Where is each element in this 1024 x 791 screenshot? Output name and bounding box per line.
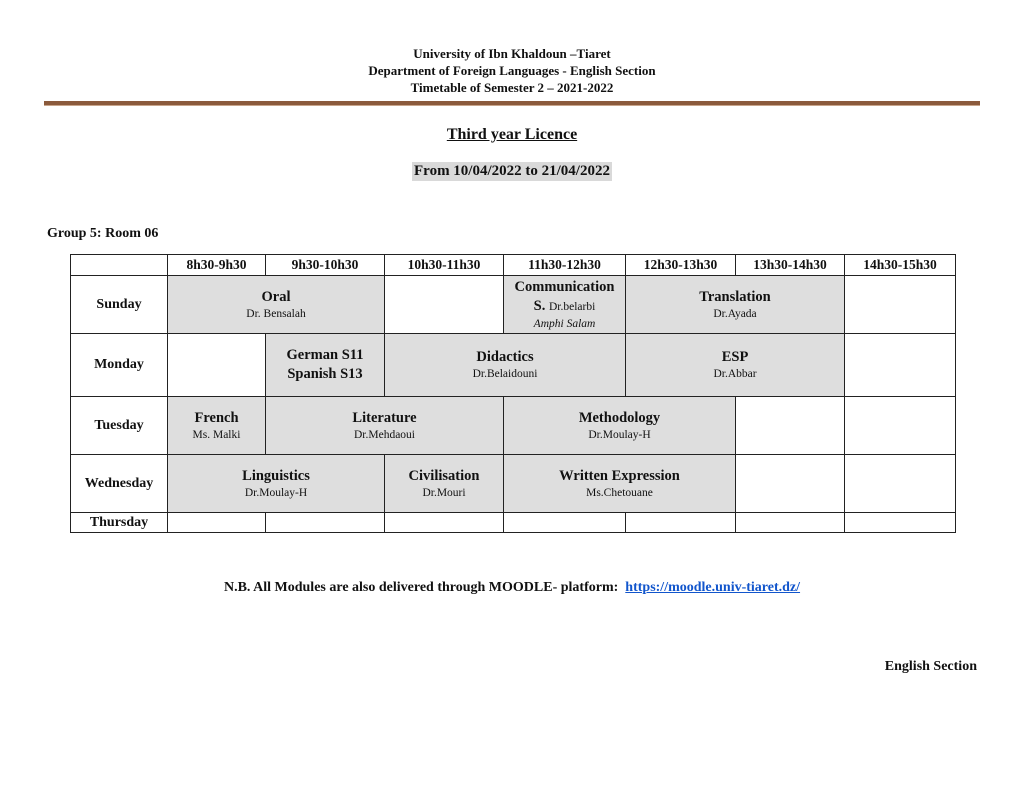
level-title: Third year Licence xyxy=(446,126,578,143)
empty-cell xyxy=(504,513,626,533)
course-name: Didactics xyxy=(476,349,534,365)
course-name-suffix: S. xyxy=(533,298,546,314)
slot-header: 9h30-10h30 xyxy=(266,255,385,276)
empty-cell xyxy=(736,455,845,513)
day-thursday: Thursday xyxy=(71,513,168,533)
course-name: Literature xyxy=(352,409,417,426)
day-monday: Monday xyxy=(71,334,168,397)
slot-header: 11h30-12h30 xyxy=(504,255,626,276)
course-name-line2 xyxy=(504,297,625,317)
corner-cell xyxy=(71,255,168,276)
row-sunday xyxy=(71,276,956,334)
timetable xyxy=(70,254,956,533)
row-tuesday xyxy=(71,397,956,455)
period-label: From 10/04/2022 to 21/04/2022 xyxy=(414,163,610,179)
slot-header: 12h30-13h30 xyxy=(626,255,736,276)
teacher-name: Dr.Mehdaoui xyxy=(353,428,415,441)
day-wednesday: Wednesday xyxy=(71,455,168,513)
slot-header-row xyxy=(71,255,956,276)
row-wednesday xyxy=(71,455,956,513)
slot-header: 8h30-9h30 xyxy=(168,255,266,276)
moodle-note xyxy=(0,580,1024,596)
course-name: Methodology xyxy=(578,409,661,426)
empty-cell xyxy=(845,276,956,334)
empty-cell xyxy=(845,397,956,455)
teacher-name: Dr.Mouri xyxy=(422,486,466,499)
teacher-name: Dr.Abbar xyxy=(713,368,757,380)
course-name: Oral xyxy=(261,288,291,305)
empty-cell xyxy=(845,455,956,513)
course-name: Translation xyxy=(699,288,771,305)
session-written-expression xyxy=(504,455,736,513)
moodle-link[interactable]: https://moodle.univ-tiaret.dz/ xyxy=(625,580,801,595)
session-civilisation xyxy=(385,455,504,513)
teacher-name: Dr. Bensalah xyxy=(246,307,306,320)
room-name: Amphi Salam xyxy=(533,318,596,330)
row-thursday xyxy=(71,513,956,533)
course-name: Linguistics xyxy=(242,467,310,484)
session-didactics xyxy=(385,334,626,397)
teacher-name: Dr.Belaidouni xyxy=(472,368,538,380)
empty-cell xyxy=(266,513,385,533)
slot-header: 13h30-14h30 xyxy=(736,255,845,276)
course-name-line2: Spanish S13 xyxy=(287,366,363,382)
session-methodology xyxy=(504,397,736,455)
empty-cell xyxy=(385,513,504,533)
session-esp xyxy=(626,334,845,397)
empty-cell xyxy=(626,513,736,533)
row-monday xyxy=(71,334,956,397)
empty-cell xyxy=(168,334,266,397)
group-room-label: Group 5: Room 06 xyxy=(47,226,159,241)
empty-cell xyxy=(168,513,266,533)
course-name: Civilisation xyxy=(408,467,480,484)
session-linguistics xyxy=(168,455,385,513)
timetable-title: Timetable of Semester 2 – 2021-2022 xyxy=(410,80,614,95)
course-name: Communication xyxy=(514,279,615,295)
course-name: ESP xyxy=(721,349,749,365)
session-literature xyxy=(266,397,504,455)
teacher-name: Ms.Chetouane xyxy=(586,486,653,499)
teacher-name: Dr.belarbi xyxy=(549,301,596,313)
course-name: Written Expression xyxy=(559,467,680,484)
empty-cell xyxy=(845,334,956,397)
session-oral xyxy=(168,276,385,334)
day-sunday: Sunday xyxy=(71,276,168,334)
course-name: German S11 xyxy=(286,347,364,363)
slot-header: 10h30-11h30 xyxy=(385,255,504,276)
teacher-name: Dr.Ayada xyxy=(713,307,757,320)
teacher-name: Dr.Moulay-H xyxy=(588,428,651,441)
document-header xyxy=(0,45,1024,96)
empty-cell xyxy=(385,276,504,334)
session-languages xyxy=(266,334,385,397)
session-communication xyxy=(504,276,626,334)
day-tuesday: Tuesday xyxy=(71,397,168,455)
session-french xyxy=(168,397,266,455)
slot-header: 14h30-15h30 xyxy=(845,255,956,276)
teacher-name: Ms. Malki xyxy=(192,428,241,441)
empty-cell xyxy=(736,513,845,533)
note-text: N.B. All Modules are also delivered through MOODLE- platform: xyxy=(223,580,619,595)
session-translation xyxy=(626,276,845,334)
university-name: University of Ibn Khaldoun –Tiaret xyxy=(413,46,611,61)
empty-cell xyxy=(845,513,956,533)
header-divider xyxy=(44,101,980,106)
empty-cell xyxy=(736,397,845,455)
teacher-name: Dr.Moulay-H xyxy=(244,486,308,499)
footer-signature: English Section xyxy=(884,659,977,674)
period-container xyxy=(0,162,1024,181)
course-name: French xyxy=(194,409,239,426)
department-name: Department of Foreign Languages - English Section xyxy=(368,63,656,78)
